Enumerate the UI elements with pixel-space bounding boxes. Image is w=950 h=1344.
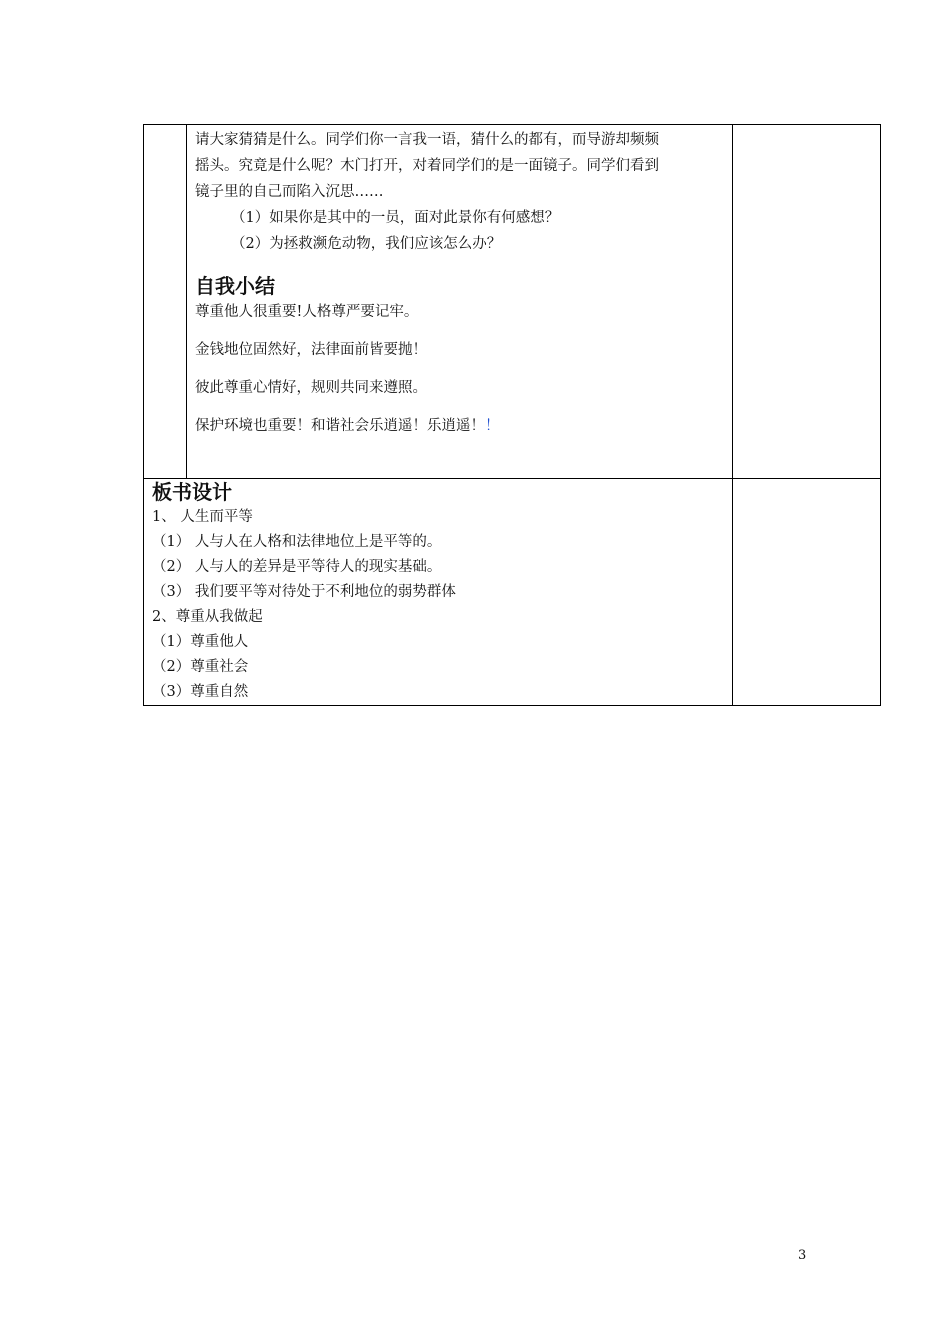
activity-content-cell — [187, 125, 733, 479]
board-item: 2、尊重从我做起 — [152, 609, 263, 625]
board-item: （1）尊重他人 — [152, 634, 249, 650]
summary-heading: 自我小结 — [195, 274, 276, 298]
board-item: （2） 人与人的差异是平等待人的现实基础。 — [152, 559, 442, 575]
board-item: （1） 人与人在人格和法律地位上是平等的。 — [152, 534, 442, 550]
question-item: （2）为拯救濒危动物，我们应该怎么办？ — [231, 236, 502, 252]
board-item: 1、 人生而平等 — [152, 509, 253, 525]
summary-last-line — [195, 413, 724, 439]
board-item: （3）尊重自然 — [152, 684, 249, 700]
left-blank-cell — [144, 125, 187, 479]
right-blank-cell — [732, 125, 880, 479]
board-right-blank-cell — [732, 479, 880, 706]
board-heading: 板书设计 — [152, 480, 232, 504]
board-design-row — [144, 479, 881, 706]
story-line: 摇头。究竟是什么呢？木门打开，对着同学们的是一面镜子。同学们看到 — [195, 158, 660, 174]
story-line: 请大家猜猜是什么。同学们你一言我一语，猜什么的都有，而导游却频频 — [195, 132, 660, 148]
board-design-cell — [144, 479, 733, 706]
summary-last-text: 保护环境也重要！和谐社会乐逍遥！乐逍遥！ — [195, 418, 486, 434]
question-item: （1）如果你是其中的一员，面对此景你有何感想？ — [231, 210, 560, 226]
lesson-plan-table — [143, 124, 881, 706]
summary-line: 彼此尊重心情好，规则共同来遵照。 — [195, 380, 428, 396]
summary-line: 尊重他人很重要!人格尊严要记牢。 — [195, 304, 419, 320]
board-item: （3） 我们要平等对待处于不利地位的弱势群体 — [152, 584, 456, 600]
summary-line: 金钱地位固然好，法律面前皆要抛！ — [195, 342, 428, 358]
board-item: （2）尊重社会 — [152, 659, 249, 675]
page-number: 3 — [798, 1248, 807, 1263]
story-line: 镜子里的自己而陷入沉思…… — [195, 184, 384, 200]
blue-exclamation-mark: ！ — [485, 418, 500, 434]
activity-row — [144, 125, 881, 479]
